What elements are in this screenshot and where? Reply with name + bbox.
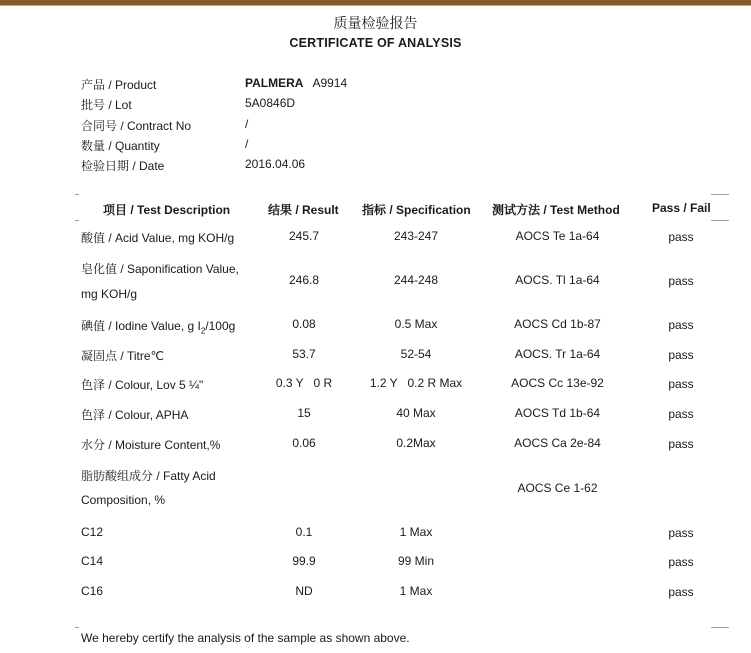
row-method: AOCS Ce 1-62 xyxy=(517,481,598,495)
title-chinese: 质量检验报告 xyxy=(333,15,418,31)
row-desc: C14 xyxy=(81,554,104,568)
header-pass-fail: Pass / Fail xyxy=(652,201,711,215)
row-desc: 水分 / Moisture Content,% xyxy=(81,438,221,452)
row-pass: pass xyxy=(668,318,694,332)
row-desc: 色泽 / Colour, Lov 5 ¼" xyxy=(81,378,204,392)
row-desc: 凝固点 / Titre℃ xyxy=(81,349,165,363)
row-desc: C12 xyxy=(81,525,104,539)
row-desc-subscript: 2 xyxy=(200,326,206,336)
quantity-value: / xyxy=(245,137,249,151)
header-result: 结果 / Result xyxy=(268,203,339,217)
row-result: 246.8 xyxy=(288,273,320,287)
row-desc-unit: /100g xyxy=(205,319,236,333)
row-method: AOCS Cc 13e-92 xyxy=(511,376,604,390)
divider-tick xyxy=(711,627,729,628)
header-test-description: 项目 / Test Description xyxy=(103,203,231,217)
row-method: AOCS Cd 1b-87 xyxy=(514,317,601,331)
product-code: A9914 xyxy=(312,76,348,90)
row-result: 245.7 xyxy=(288,229,320,243)
row-spec: 40 Max xyxy=(396,406,436,420)
row-pass: pass xyxy=(668,585,694,599)
row-desc xyxy=(81,317,235,335)
row-desc: 色泽 / Colour, APHA xyxy=(81,408,189,422)
row-pass: pass xyxy=(668,348,694,362)
row-method: AOCS. Tl 1a-64 xyxy=(515,273,600,287)
row-desc-continued: Composition, % xyxy=(81,493,166,507)
quantity-label: 数量 / Quantity xyxy=(81,139,160,153)
row-result: 0.08 xyxy=(292,317,316,331)
row-spec: 99 Min xyxy=(397,554,435,568)
top-border-line xyxy=(0,5,751,6)
product-label: 产品 / Product xyxy=(81,78,157,92)
row-spec: 243-247 xyxy=(393,229,439,243)
row-pass: pass xyxy=(668,526,694,540)
row-pass: pass xyxy=(668,437,694,451)
row-result: 53.7 xyxy=(292,347,316,361)
row-spec: 52-54 xyxy=(400,347,432,361)
divider-tick xyxy=(75,627,79,628)
row-desc-text: 碘值 / Iodine Value, g I xyxy=(81,319,201,333)
header-specification: 指标 / Specification xyxy=(362,203,471,217)
contract-value: / xyxy=(245,117,249,131)
row-result: ND xyxy=(295,584,313,598)
lot-label: 批号 / Lot xyxy=(81,98,132,112)
row-spec: 0.2Max xyxy=(396,436,436,450)
contract-label: 合同号 / Contract No xyxy=(81,119,192,133)
lot-value: 5A0846D xyxy=(245,96,296,110)
row-spec: 1.2 Y 0.2 R Max xyxy=(369,376,463,390)
row-spec: 0.5 Max xyxy=(394,317,438,331)
row-pass: pass xyxy=(668,274,694,288)
row-pass: pass xyxy=(668,230,694,244)
certification-statement: We hereby certify the analysis of the sample as shown above. xyxy=(81,631,410,645)
row-spec: 1 Max xyxy=(399,525,433,539)
row-spec: 1 Max xyxy=(399,584,433,598)
row-pass: pass xyxy=(668,555,694,569)
row-desc: 酸值 / Acid Value, mg KOH/g xyxy=(81,231,235,245)
date-label: 检验日期 / Date xyxy=(81,159,165,173)
row-desc: C16 xyxy=(81,584,104,598)
row-result: 0.06 xyxy=(292,436,316,450)
header-test-method: 测试方法 / Test Method xyxy=(492,203,620,217)
row-result: 15 xyxy=(297,406,311,420)
row-method: AOCS Te 1a-64 xyxy=(515,229,600,243)
divider-tick xyxy=(711,220,729,221)
row-method: AOCS. Tr 1a-64 xyxy=(514,347,601,361)
row-method: AOCS Td 1b-64 xyxy=(514,406,601,420)
row-result: 0.3 Y 0 R xyxy=(275,376,333,390)
row-method: AOCS Ca 2e-84 xyxy=(514,436,601,450)
row-spec: 244-248 xyxy=(393,273,439,287)
row-desc: 皂化值 / Saponification Value, xyxy=(81,262,239,276)
row-result: 0.1 xyxy=(295,525,313,539)
divider-tick xyxy=(75,194,79,195)
row-result: 99.9 xyxy=(292,554,316,568)
date-value: 2016.04.06 xyxy=(245,157,306,171)
title-english: CERTIFICATE OF ANALYSIS xyxy=(289,36,462,50)
product-name: PALMERA xyxy=(245,76,304,90)
divider-tick xyxy=(711,194,729,195)
row-desc-continued: mg KOH/g xyxy=(81,287,138,301)
product-value xyxy=(245,76,347,90)
row-pass: pass xyxy=(668,377,694,391)
divider-tick xyxy=(75,220,79,221)
row-desc: 脂肪酸组成分 / Fatty Acid xyxy=(81,469,216,483)
row-pass: pass xyxy=(668,407,694,421)
